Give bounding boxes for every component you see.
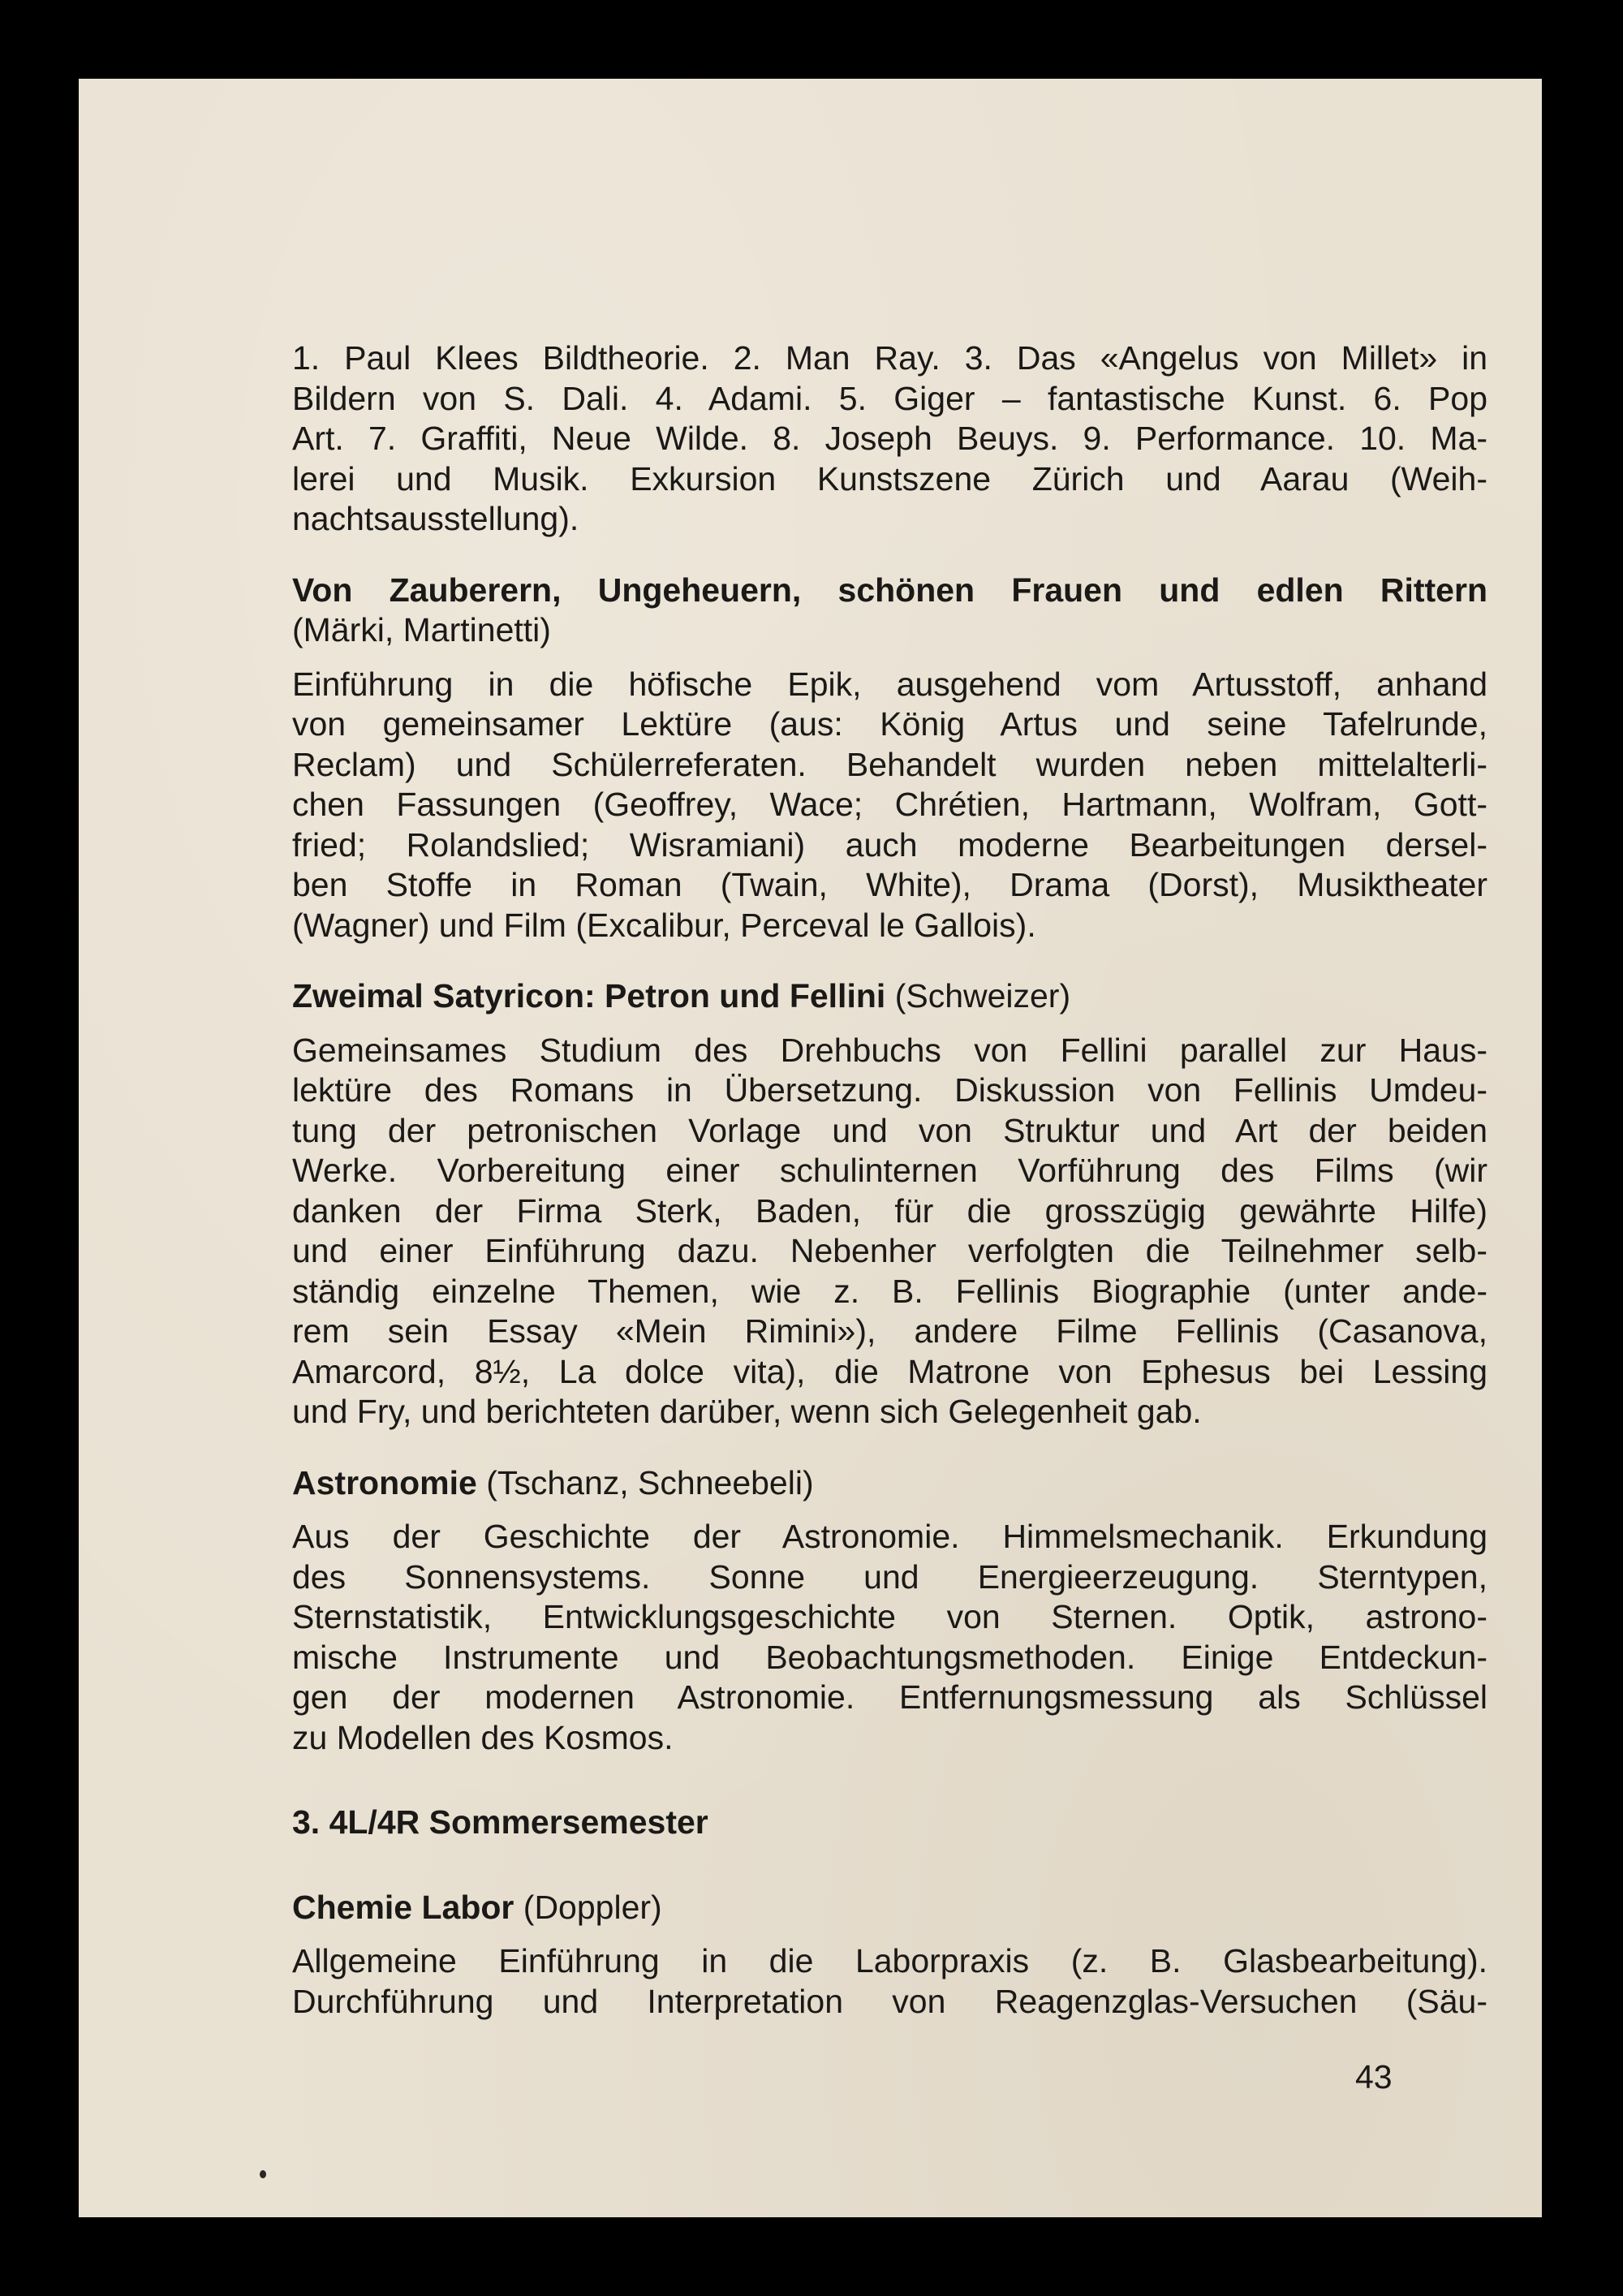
text-line: Amarcord, 8½, La dolce vita), die Matrone von Ephesus bei Lessing	[292, 1352, 1487, 1390]
text-line: gen der modernen Astronomie. Entfernungsmessung als Schlüssel	[292, 1678, 1487, 1716]
section-heading	[292, 1803, 1487, 1843]
intro-topic-list	[292, 338, 1487, 540]
text-line: chen Fassungen (Geoffrey, Wace; Chrétien, Hartmann, Wolfram, Gott-	[292, 786, 1487, 823]
paper-speck	[260, 2170, 266, 2178]
text-line: Einführung in die höfische Epik, ausgehend vom Artusstoff, anhand	[292, 665, 1487, 703]
text-line: Gemeinsames Studium des Drehbuchs von Fellini parallel zur Haus-	[292, 1031, 1487, 1069]
text-line: von gemeinsamer Lektüre (aus: König Artus und seine Tafelrunde,	[292, 705, 1487, 743]
course-heading-astronomie	[292, 1463, 1487, 1504]
text-line: tung der petronischen Vorlage und von Struktur und Art der beiden	[292, 1111, 1487, 1149]
text-line: 1. Paul Klees Bildtheorie. 2. Man Ray. 3. Das «Angelus von Millet» in	[292, 339, 1487, 377]
course-authors: (Tschanz, Schneebeli)	[486, 1463, 814, 1501]
text-line: (Wagner) und Film (Excalibur, Perceval le Gallois).	[292, 906, 1036, 944]
text-line: Allgemeine Einführung in die Laborpraxis (z. B. Glasbearbeitung).	[292, 1942, 1487, 1979]
text-line: zu Modellen des Kosmos.	[292, 1718, 674, 1756]
text-line: Sternstatistik, Entwicklungsgeschichte von Sternen. Optik, astrono-	[292, 1598, 1487, 1635]
text-line: rem sein Essay «Mein Rimini»), andere Filme Fellinis (Casanova,	[292, 1312, 1487, 1350]
course-description-chemie	[292, 1941, 1487, 2022]
text-line: Durchführung und Interpretation von Reagenzglas-Versuchen (Säu-	[292, 1982, 1487, 2020]
text-line: lerei und Musik. Exkursion Kunstszene Zürich und Aarau (Weih-	[292, 459, 1487, 498]
course-title: Astronomie	[292, 1463, 477, 1501]
course-description-zauberern	[292, 665, 1487, 946]
text-line: lektüre des Romans in Übersetzung. Diskussion von Fellinis Umdeu-	[292, 1071, 1487, 1109]
text-line: Werke. Vorbereitung einer schulinternen Vorführung des Films (wir	[292, 1152, 1487, 1189]
course-authors: (Schweizer)	[894, 977, 1071, 1014]
text-line: Bildern von S. Dali. 4. Adami. 5. Giger – fantastische Kunst. 6. Pop	[292, 379, 1487, 417]
page-content	[292, 338, 1487, 2022]
course-heading-zauberern	[292, 571, 1487, 651]
page-number: 43	[1355, 2058, 1393, 2096]
course-heading-satyricon	[292, 976, 1487, 1017]
text-line: nachtsausstellung).	[292, 500, 579, 537]
text-line: mische Instrumente und Beobachtungsmethoden. Einige Entdeckun-	[292, 1638, 1487, 1676]
course-title: Von Zauberern, Ungeheuern, schönen Frauen und edlen Rittern	[292, 571, 1487, 609]
course-heading-chemie	[292, 1888, 1487, 1928]
course-title: Zweimal Satyricon: Petron und Fellini	[292, 977, 886, 1014]
text-line: ständig einzelne Themen, wie z. B. Fellinis Biographie (unter ande-	[292, 1272, 1487, 1310]
text-line: ben Stoffe in Roman (Twain, White), Drama (Dorst), Musiktheater	[292, 866, 1487, 903]
course-title: Chemie Labor	[292, 1888, 514, 1926]
text-line: Reclam) und Schülerreferaten. Behandelt wurden neben mittelalterli-	[292, 745, 1487, 783]
text-line: und einer Einführung dazu. Nebenher verfolgten die Teilnehmer selb-	[292, 1232, 1487, 1269]
section-title: 3. 4L/4R Sommersemester	[292, 1803, 708, 1841]
text-line: Art. 7. Graffiti, Neue Wilde. 8. Joseph Beuys. 9. Performance. 10. Ma-	[292, 420, 1487, 457]
course-authors: (Märki, Martinetti)	[292, 611, 551, 648]
text-line: und Fry, und berichteten darüber, wenn sich Gelegenheit gab.	[292, 1393, 1202, 1430]
course-authors: (Doppler)	[523, 1888, 662, 1926]
text-line: Aus der Geschichte der Astronomie. Himmelsmechanik. Erkundung	[292, 1518, 1487, 1555]
course-description-satyricon	[292, 1031, 1487, 1432]
text-line: fried; Rolandslied; Wisramiani) auch moderne Bearbeitungen dersel-	[292, 825, 1487, 864]
text-line: des Sonnensystems. Sonne und Energieerzeugung. Sterntypen,	[292, 1557, 1487, 1596]
document-page	[79, 79, 1542, 2217]
course-description-astronomie	[292, 1517, 1487, 1758]
text-line: danken der Firma Sterk, Baden, für die grosszügig gewährte Hilfe)	[292, 1191, 1487, 1230]
